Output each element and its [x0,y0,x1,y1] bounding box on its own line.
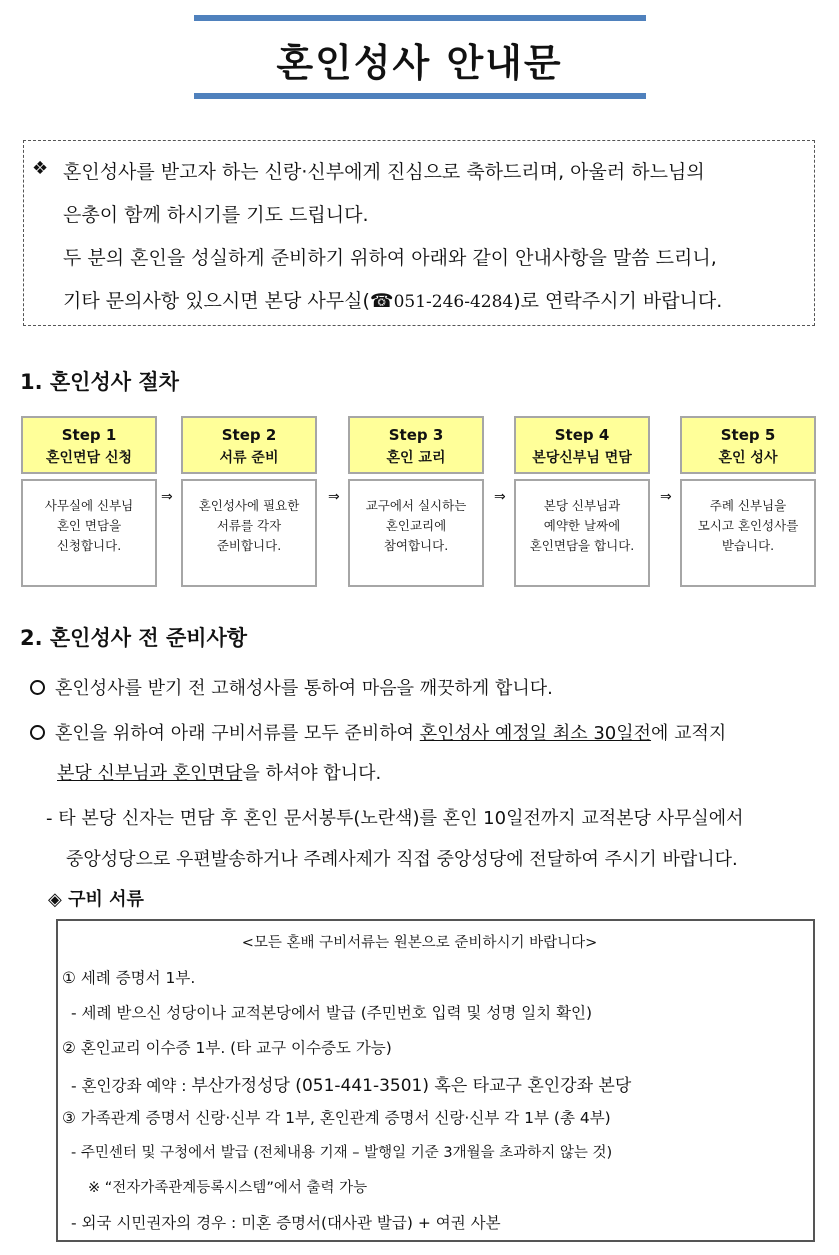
step-arrow-4: ⇒ [660,489,672,505]
step-3-title: 혼인 교리 [386,450,446,466]
step-arrow-2: ⇒ [328,489,340,505]
diamond-bullet-icon: ❖ [32,158,49,179]
prep-item-1 [30,674,553,700]
step-3-desc-3: 참여합니다. [383,538,449,553]
step-5-number: Step 5 [720,426,776,444]
step-5-title: 혼인 성사 [718,450,778,466]
step-4-header [514,416,650,474]
step-5 [680,416,816,587]
step-2-desc-2: 서류를 각자 [216,518,282,533]
step-3-desc-2: 혼인교리에 [385,518,447,533]
step-2-title: 서류 준비 [219,450,279,466]
diamond-icon: ◈ [48,889,62,910]
page-title: 혼인성사 안내문 [276,41,563,85]
step-2-header [181,416,317,474]
step-4-body [514,479,650,587]
documents-notice: <모든 혼배 구비서류는 원본으로 준비하시기 바랍니다> [241,935,598,951]
step-4-desc-1: 본당 신부님과 [543,498,621,513]
prep-note-line-2: 중앙성당으로 우편발송하거나 주례사제가 직접 중앙성당에 전달하여 주시기 바랍니다. [66,849,738,870]
circle-bullet-icon [30,725,45,740]
step-1-desc-2: 혼인 면담을 [56,518,122,533]
step-2-number: Step 2 [221,426,277,444]
document-item-3-sub-2: ※ “전자가족관계등록시스템”에서 출력 가능 [88,1180,368,1196]
step-3 [348,416,484,587]
prep-item-2-cont [57,759,381,785]
step-1-body [21,479,157,587]
intro-line-4-end: )로 연락주시기 바랍니다. [513,290,723,312]
step-4-number: Step 4 [554,426,610,444]
step-3-number: Step 3 [388,426,444,444]
step-1-title: 혼인면담 신청 [45,450,133,466]
intro-line-4 [63,286,722,313]
step-5-desc-1: 주례 신부님을 [709,498,787,513]
prep-note-line-1: - 타 본당 신자는 면담 후 혼인 문서봉투(노란색)를 혼인 10일전까지 교적본당 사무실에서 [46,808,744,829]
step-5-body [680,479,816,587]
intro-line-3: 두 분의 혼인을 성실하게 준비하기 위하여 아래와 같이 안내사항을 말씀 드리니, [63,247,717,269]
document-item-2-sub-value: 부산가정성당 (051-441-3501) 혹은 타교구 혼인강좌 본당 [191,1076,632,1096]
step-1 [21,416,157,587]
step-2-body [181,479,317,587]
section2-heading: 2. 혼인성사 전 준비사항 [20,626,248,650]
circle-bullet-icon [30,680,45,695]
step-4-title: 본당신부님 면담 [532,450,632,466]
step-arrow-3: ⇒ [494,489,506,505]
document-item-3-sub-1: - 주민센터 및 구청에서 발급 (전체내용 기재 – 발행일 기준 3개월을 초과하지 않는 것) [71,1145,613,1161]
step-1-header [21,416,157,474]
step-5-desc-2: 모시고 혼인성사를 [697,518,799,533]
prep-item-2 [30,719,726,745]
document-item-1-sub: - 세례 받으신 성당이나 교적본당에서 발급 (주민번호 입력 및 성명 일치 확인) [71,1004,593,1022]
document-item-2-sub [71,1071,631,1096]
step-2-desc-1: 혼인성사에 필요한 [198,498,300,513]
step-1-number: Step 1 [61,426,117,444]
step-3-header [348,416,484,474]
step-3-desc-1: 교구에서 실시하는 [365,498,467,513]
step-3-body [348,479,484,587]
title-bottom-bar [194,93,646,99]
prep-item-2-deadline: 혼인성사 예정일 최소 30일전 [419,723,652,744]
step-2-desc-3: 준비합니다. [216,538,282,553]
step-5-header [680,416,816,474]
step-2 [181,416,317,587]
prep-item-2-text-a: 혼인을 위하여 아래 구비서류를 모두 준비하여 [55,723,420,744]
intro-line-1: 혼인성사를 받고자 하는 신랑·신부에게 진심으로 축하드리며, 아울러 하느님의 [63,161,705,183]
step-4-desc-3: 혼인면담을 합니다. [529,538,635,553]
section1-heading: 1. 혼인성사 절차 [20,370,179,394]
document-item-2: ② 혼인교리 이수증 1부. (타 교구 이수증도 가능) [62,1039,392,1057]
document-item-3: ③ 가족관계 증명서 신랑·신부 각 1부, 혼인관계 증명서 신랑·신부 각 1부 (총 4부) [62,1109,611,1127]
document-item-3-sub-3: - 외국 시민권자의 경우 : 미혼 증명서(대사관 발급) + 여권 사본 [71,1214,501,1232]
document-item-1: ① 세례 증명서 1부. [62,969,196,987]
phone-icon: ☎ [369,290,394,312]
prep-item-2-text-b: 에 교적지 [651,723,727,744]
step-1-desc-1: 사무실에 신부님 [44,498,134,513]
prep-item-2-text-c: 을 하셔야 합니다. [242,763,382,784]
documents-heading [48,885,144,911]
step-4 [514,416,650,587]
step-arrow-1: ⇒ [161,489,173,505]
prep-item-1-text: 혼인성사를 받기 전 고해성사를 통하여 마음을 깨끗하게 합니다. [55,678,553,699]
intro-line-4-start: 기타 문의사항 있으시면 본당 사무실( [63,290,370,312]
step-5-desc-3: 받습니다. [721,538,775,553]
prep-item-2-interview: 본당 신부님과 혼인면담 [57,763,243,784]
office-phone: 051-246-4284 [393,292,514,312]
intro-line-2: 은총이 함께 하시기를 기도 드립니다. [63,204,369,226]
step-1-desc-3: 신청합니다. [56,538,122,553]
document-item-2-sub-label: - 혼인강좌 예약 : [71,1077,192,1095]
title-top-bar [194,15,646,21]
step-4-desc-2: 예약한 날짜에 [543,518,621,533]
documents-heading-text: 구비 서류 [68,889,144,910]
